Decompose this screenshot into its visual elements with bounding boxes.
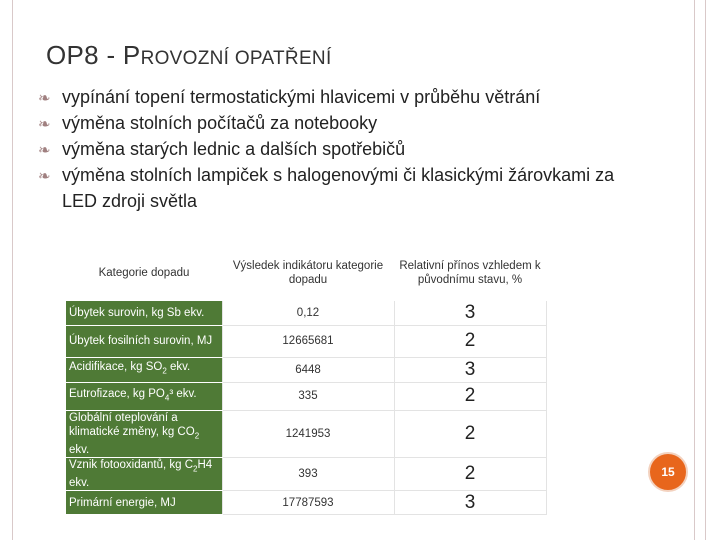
result-cell: 335 [222, 382, 394, 410]
category-cell: Globální oteplování a klimatické změny, kg $CO_2$ ekv. [66, 410, 222, 457]
bullet-item: ❧ výměna starých lednic a dalších spotřebičů [38, 136, 648, 162]
bullet-item: ❧ vypínání topení termostatickými hlavicemi v průběhu větrání [38, 84, 648, 110]
category-cell: Eutrofizace, kg $PO_4^3$ ekv. [66, 382, 222, 410]
ornamental-bullet-icon: ❧ [38, 90, 51, 107]
ornamental-bullet-icon: ❧ [38, 116, 51, 133]
slide-title: OP8 - PROVOZNÍ OPATŘENÍ [46, 40, 332, 70]
table-header-row [66, 245, 546, 301]
table-row [66, 382, 546, 410]
category-cell: Primární energie, MJ [66, 491, 222, 515]
result-cell: 6448 [222, 357, 394, 382]
relative-cell: 3 [394, 301, 546, 325]
result-cell: 393 [222, 457, 394, 490]
relative-cell: 2 [394, 457, 546, 490]
bullet-list [38, 84, 648, 214]
frame-line-right-outer [705, 0, 706, 540]
relative-cell: 3 [394, 491, 546, 515]
page-number-badge: 15 [648, 452, 688, 492]
result-cell: 0,12 [222, 301, 394, 325]
table-header-category: Kategorie dopadu [66, 245, 222, 301]
ornamental-bullet-icon: ❧ [38, 142, 51, 159]
category-cell: Úbytek fosilních surovin, MJ [66, 325, 222, 357]
result-cell: 1241953 [222, 410, 394, 457]
table-header-result: Výsledek indikátoru kategorie dopadu [222, 245, 394, 301]
frame-line-right [694, 0, 695, 540]
bullet-item: ❧ výměna stolních lampiček s halogenovými či klasickými žárovkami za LED zdroji světla [38, 165, 615, 211]
relative-cell: 2 [394, 382, 546, 410]
table-header-relative: Relativní přínos vzhledem k původnímu stavu, % [394, 245, 546, 301]
table-row [66, 410, 546, 457]
table-row [66, 325, 546, 357]
table-row [66, 357, 546, 382]
ornamental-bullet-icon: ❧ [38, 168, 51, 185]
impact-table [66, 245, 547, 515]
table-row [66, 457, 546, 490]
result-cell: 12665681 [222, 325, 394, 357]
relative-cell: 3 [394, 357, 546, 382]
bullet-item: ❧ výměna stolních počítačů za notebooky [38, 110, 648, 136]
category-cell: Acidifikace, kg $SO_2$ ekv. [66, 357, 222, 382]
table-row [66, 301, 546, 325]
relative-cell: 2 [394, 325, 546, 357]
frame-line-left [12, 0, 13, 540]
table-row [66, 491, 546, 515]
relative-cell: 2 [394, 410, 546, 457]
category-cell: Vznik fotooxidantů, kg $C_2H4$ ekv. [66, 457, 222, 490]
category-cell: Úbytek surovin, kg Sb ekv. [66, 301, 222, 325]
result-cell: 17787593 [222, 491, 394, 515]
